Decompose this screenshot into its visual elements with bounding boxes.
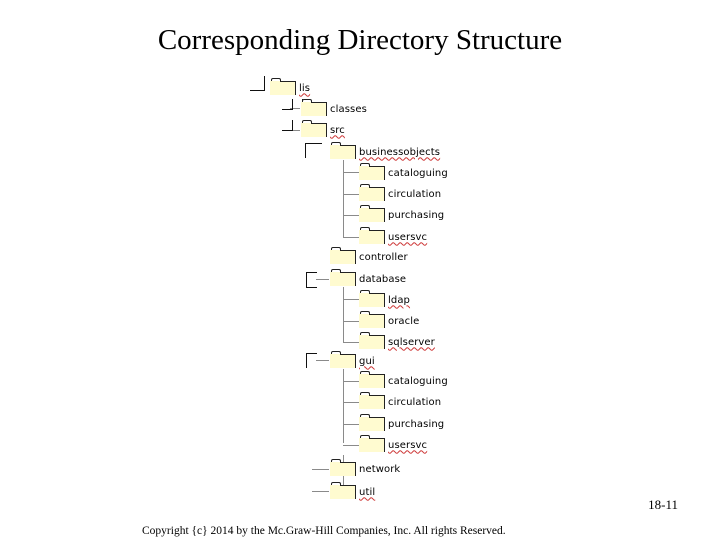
node-label: circulation [388, 396, 442, 408]
folder-icon [330, 462, 356, 476]
folder-icon [270, 81, 296, 95]
tree-node-database[interactable] [330, 270, 406, 288]
folder-icon [359, 314, 385, 328]
tree-node-cataloguing[interactable] [359, 164, 448, 182]
folder-icon [359, 335, 385, 349]
connector-line [343, 445, 359, 446]
connector-line [343, 287, 344, 343]
folder-icon [330, 485, 356, 499]
folder-icon [359, 187, 385, 201]
tree-node-classes[interactable] [301, 100, 367, 118]
tree-node-usersvc-gui[interactable] [359, 436, 427, 454]
node-label: src [330, 124, 345, 136]
tree-bracket [305, 143, 322, 158]
connector-line [343, 381, 359, 382]
node-label: sqlserver [388, 336, 435, 348]
connector-line [312, 491, 329, 492]
tree-bracket [306, 353, 317, 368]
tree-node-gui[interactable] [330, 352, 375, 370]
tree-node-ldap[interactable] [359, 291, 410, 309]
folder-icon [359, 395, 385, 409]
tree-bracket [306, 272, 317, 288]
tree-node-purchasing[interactable] [359, 206, 444, 224]
tree-node-network[interactable] [330, 460, 400, 478]
connector-line [343, 194, 359, 195]
folder-icon [359, 438, 385, 452]
node-label: purchasing [388, 418, 445, 430]
tree-node-sqlserver[interactable] [359, 333, 435, 351]
tree-bracket [250, 76, 265, 91]
connector-line [343, 321, 359, 322]
node-label: usersvc [388, 439, 428, 451]
tree-node-cataloguing-gui[interactable] [359, 372, 448, 390]
tree-node-usersvc[interactable] [359, 228, 427, 246]
node-label: network [359, 463, 401, 475]
node-label: classes [330, 103, 367, 115]
folder-icon [359, 230, 385, 244]
connector-line [316, 360, 329, 361]
node-label: circulation [388, 188, 442, 200]
tree-node-util[interactable] [330, 483, 375, 501]
connector-line [343, 424, 359, 425]
slide-title: Corresponding Directory Structure [157, 24, 563, 56]
connector-line [343, 402, 359, 403]
node-label: gui [359, 355, 375, 367]
connector-line [343, 215, 359, 216]
node-label: cataloguing [388, 375, 448, 387]
connector-line [343, 299, 359, 300]
tree-node-src[interactable] [301, 121, 345, 139]
tree-node-lis[interactable] [270, 79, 310, 97]
folder-icon [359, 417, 385, 431]
tree-node-oracle[interactable] [359, 312, 419, 330]
tree-bracket [282, 120, 293, 131]
node-label: purchasing [388, 209, 445, 221]
node-label: ldap [388, 294, 411, 306]
tree-node-circulation-gui[interactable] [359, 393, 441, 411]
node-label: database [359, 273, 407, 285]
tree-node-controller[interactable] [330, 248, 408, 266]
connector-line [316, 279, 329, 280]
folder-icon [330, 145, 356, 159]
folder-icon [330, 272, 356, 286]
folder-icon [301, 102, 327, 116]
node-label: util [359, 486, 376, 498]
node-label: controller [359, 251, 408, 263]
tree-bracket [282, 99, 293, 110]
folder-icon [330, 354, 356, 368]
folder-icon [359, 293, 385, 307]
tree-node-circulation[interactable] [359, 185, 441, 203]
page-number: 18-11 [648, 497, 678, 512]
node-label: cataloguing [388, 167, 448, 179]
folder-icon [359, 374, 385, 388]
node-label: usersvc [388, 231, 428, 243]
copyright-notice: Copyright {c} 2014 by the Mc.Graw-Hill Companies, Inc. All rights Reserved. [142, 525, 506, 537]
connector-line [343, 342, 359, 343]
tree-node-purchasing-gui[interactable] [359, 415, 444, 433]
node-label: businessobjects [359, 146, 441, 158]
folder-icon [330, 250, 356, 264]
tree-node-businessobjects[interactable] [330, 143, 440, 161]
node-label: lis [299, 82, 311, 94]
node-label: oracle [388, 315, 420, 327]
folder-icon [359, 166, 385, 180]
folder-icon [359, 208, 385, 222]
connector-line [343, 172, 359, 173]
connector-line [343, 237, 359, 238]
connector-line [312, 469, 329, 470]
folder-icon [301, 123, 327, 137]
